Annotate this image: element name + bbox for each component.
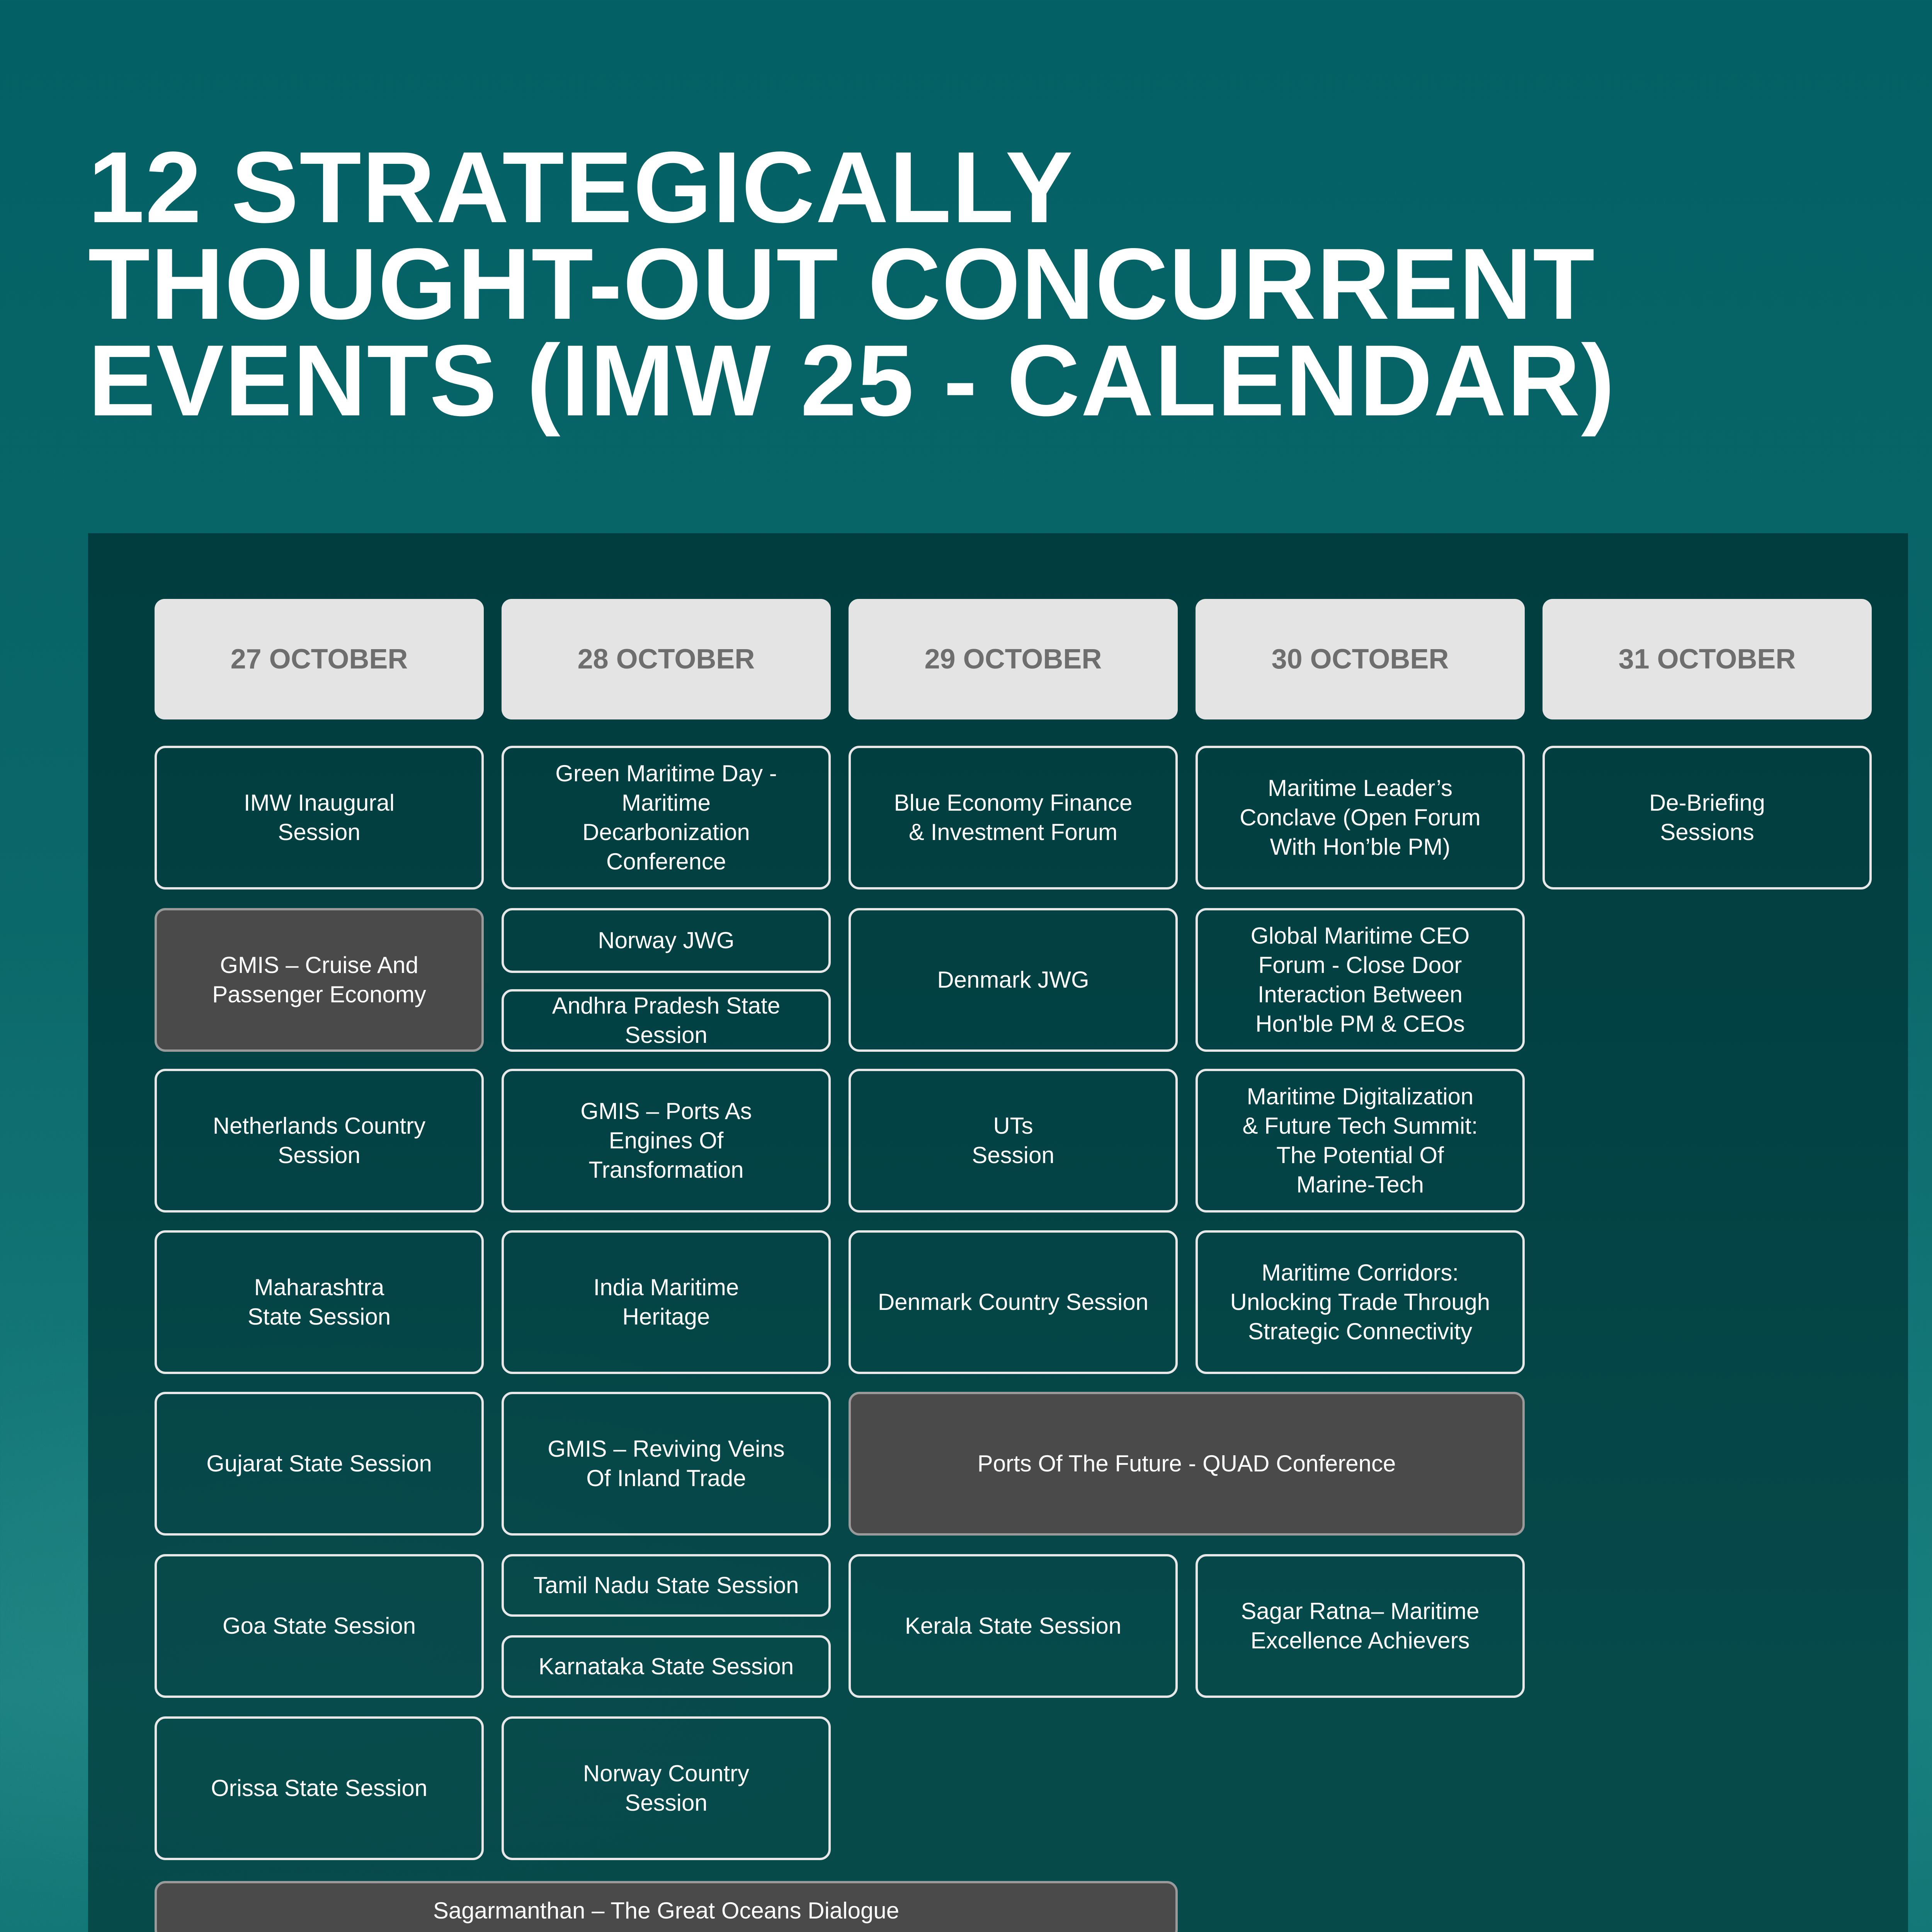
day-header-29: 29 OCTOBER bbox=[849, 599, 1178, 719]
page-title bbox=[88, 131, 1866, 437]
event-gmis-cruise: GMIS – Cruise And Passenger Economy bbox=[155, 908, 484, 1052]
event-maharashtra: Maharashtra State Session bbox=[155, 1230, 484, 1374]
title-line-1: 12 STRATEGICALLY bbox=[88, 131, 1074, 244]
event-norway-jwg: Norway JWG bbox=[502, 908, 831, 973]
event-netherlands: Netherlands Country Session bbox=[155, 1069, 484, 1213]
day-header-30: 30 OCTOBER bbox=[1196, 599, 1525, 719]
event-karnataka: Karnataka State Session bbox=[502, 1635, 831, 1698]
event-green-maritime-day: Green Maritime Day - Maritime Decarbonization Conference bbox=[502, 746, 831, 889]
event-denmark-country: Denmark Country Session bbox=[849, 1230, 1178, 1374]
event-blue-economy-forum: Blue Economy Finance & Investment Forum bbox=[849, 746, 1178, 889]
event-tamil-nadu: Tamil Nadu State Session bbox=[502, 1554, 831, 1617]
title-line-3: EVENTS (IMW 25 - CALENDAR) bbox=[88, 324, 1616, 437]
title-line-2: THOUGHT-OUT CONCURRENT bbox=[88, 227, 1595, 340]
event-norway-country: Norway Country Session bbox=[502, 1716, 831, 1860]
event-global-ceo-forum: Global Maritime CEO Forum - Close Door Interaction Between Hon'ble PM & CEOs bbox=[1196, 908, 1525, 1052]
event-leaders-conclave: Maritime Leader’s Conclave (Open Forum With Hon’ble PM) bbox=[1196, 746, 1525, 889]
event-uts-session: UTs Session bbox=[849, 1069, 1178, 1213]
event-goa: Goa State Session bbox=[155, 1554, 484, 1698]
event-de-briefing: De-Briefing Sessions bbox=[1543, 746, 1872, 889]
event-kerala: Kerala State Session bbox=[849, 1554, 1178, 1698]
event-quad-conference: Ports Of The Future - QUAD Conference bbox=[849, 1392, 1525, 1536]
day-header-28: 28 OCTOBER bbox=[502, 599, 831, 719]
event-maritime-corridors: Maritime Corridors: Unlocking Trade Through Strategic Connectivity bbox=[1196, 1230, 1525, 1374]
event-imw-inaugural: IMW Inaugural Session bbox=[155, 746, 484, 889]
day-header-27: 27 OCTOBER bbox=[155, 599, 484, 719]
event-orissa: Orissa State Session bbox=[155, 1716, 484, 1860]
day-header-31: 31 OCTOBER bbox=[1543, 599, 1872, 719]
event-denmark-jwg: Denmark JWG bbox=[849, 908, 1178, 1052]
event-india-heritage: India Maritime Heritage bbox=[502, 1230, 831, 1374]
event-gmis-ports: GMIS – Ports As Engines Of Transformation bbox=[502, 1069, 831, 1213]
event-sagar-ratna: Sagar Ratna– Maritime Excellence Achievers bbox=[1196, 1554, 1525, 1698]
event-gujarat: Gujarat State Session bbox=[155, 1392, 484, 1536]
event-gmis-inland: GMIS – Reviving Veins Of Inland Trade bbox=[502, 1392, 831, 1536]
event-andhra-pradesh: Andhra Pradesh State Session bbox=[502, 989, 831, 1052]
event-sagarmanthan: Sagarmanthan – The Great Oceans Dialogue bbox=[155, 1881, 1178, 1932]
event-digitalization-summit: Maritime Digitalization & Future Tech Summit: The Potential Of Marine-Tech bbox=[1196, 1069, 1525, 1213]
